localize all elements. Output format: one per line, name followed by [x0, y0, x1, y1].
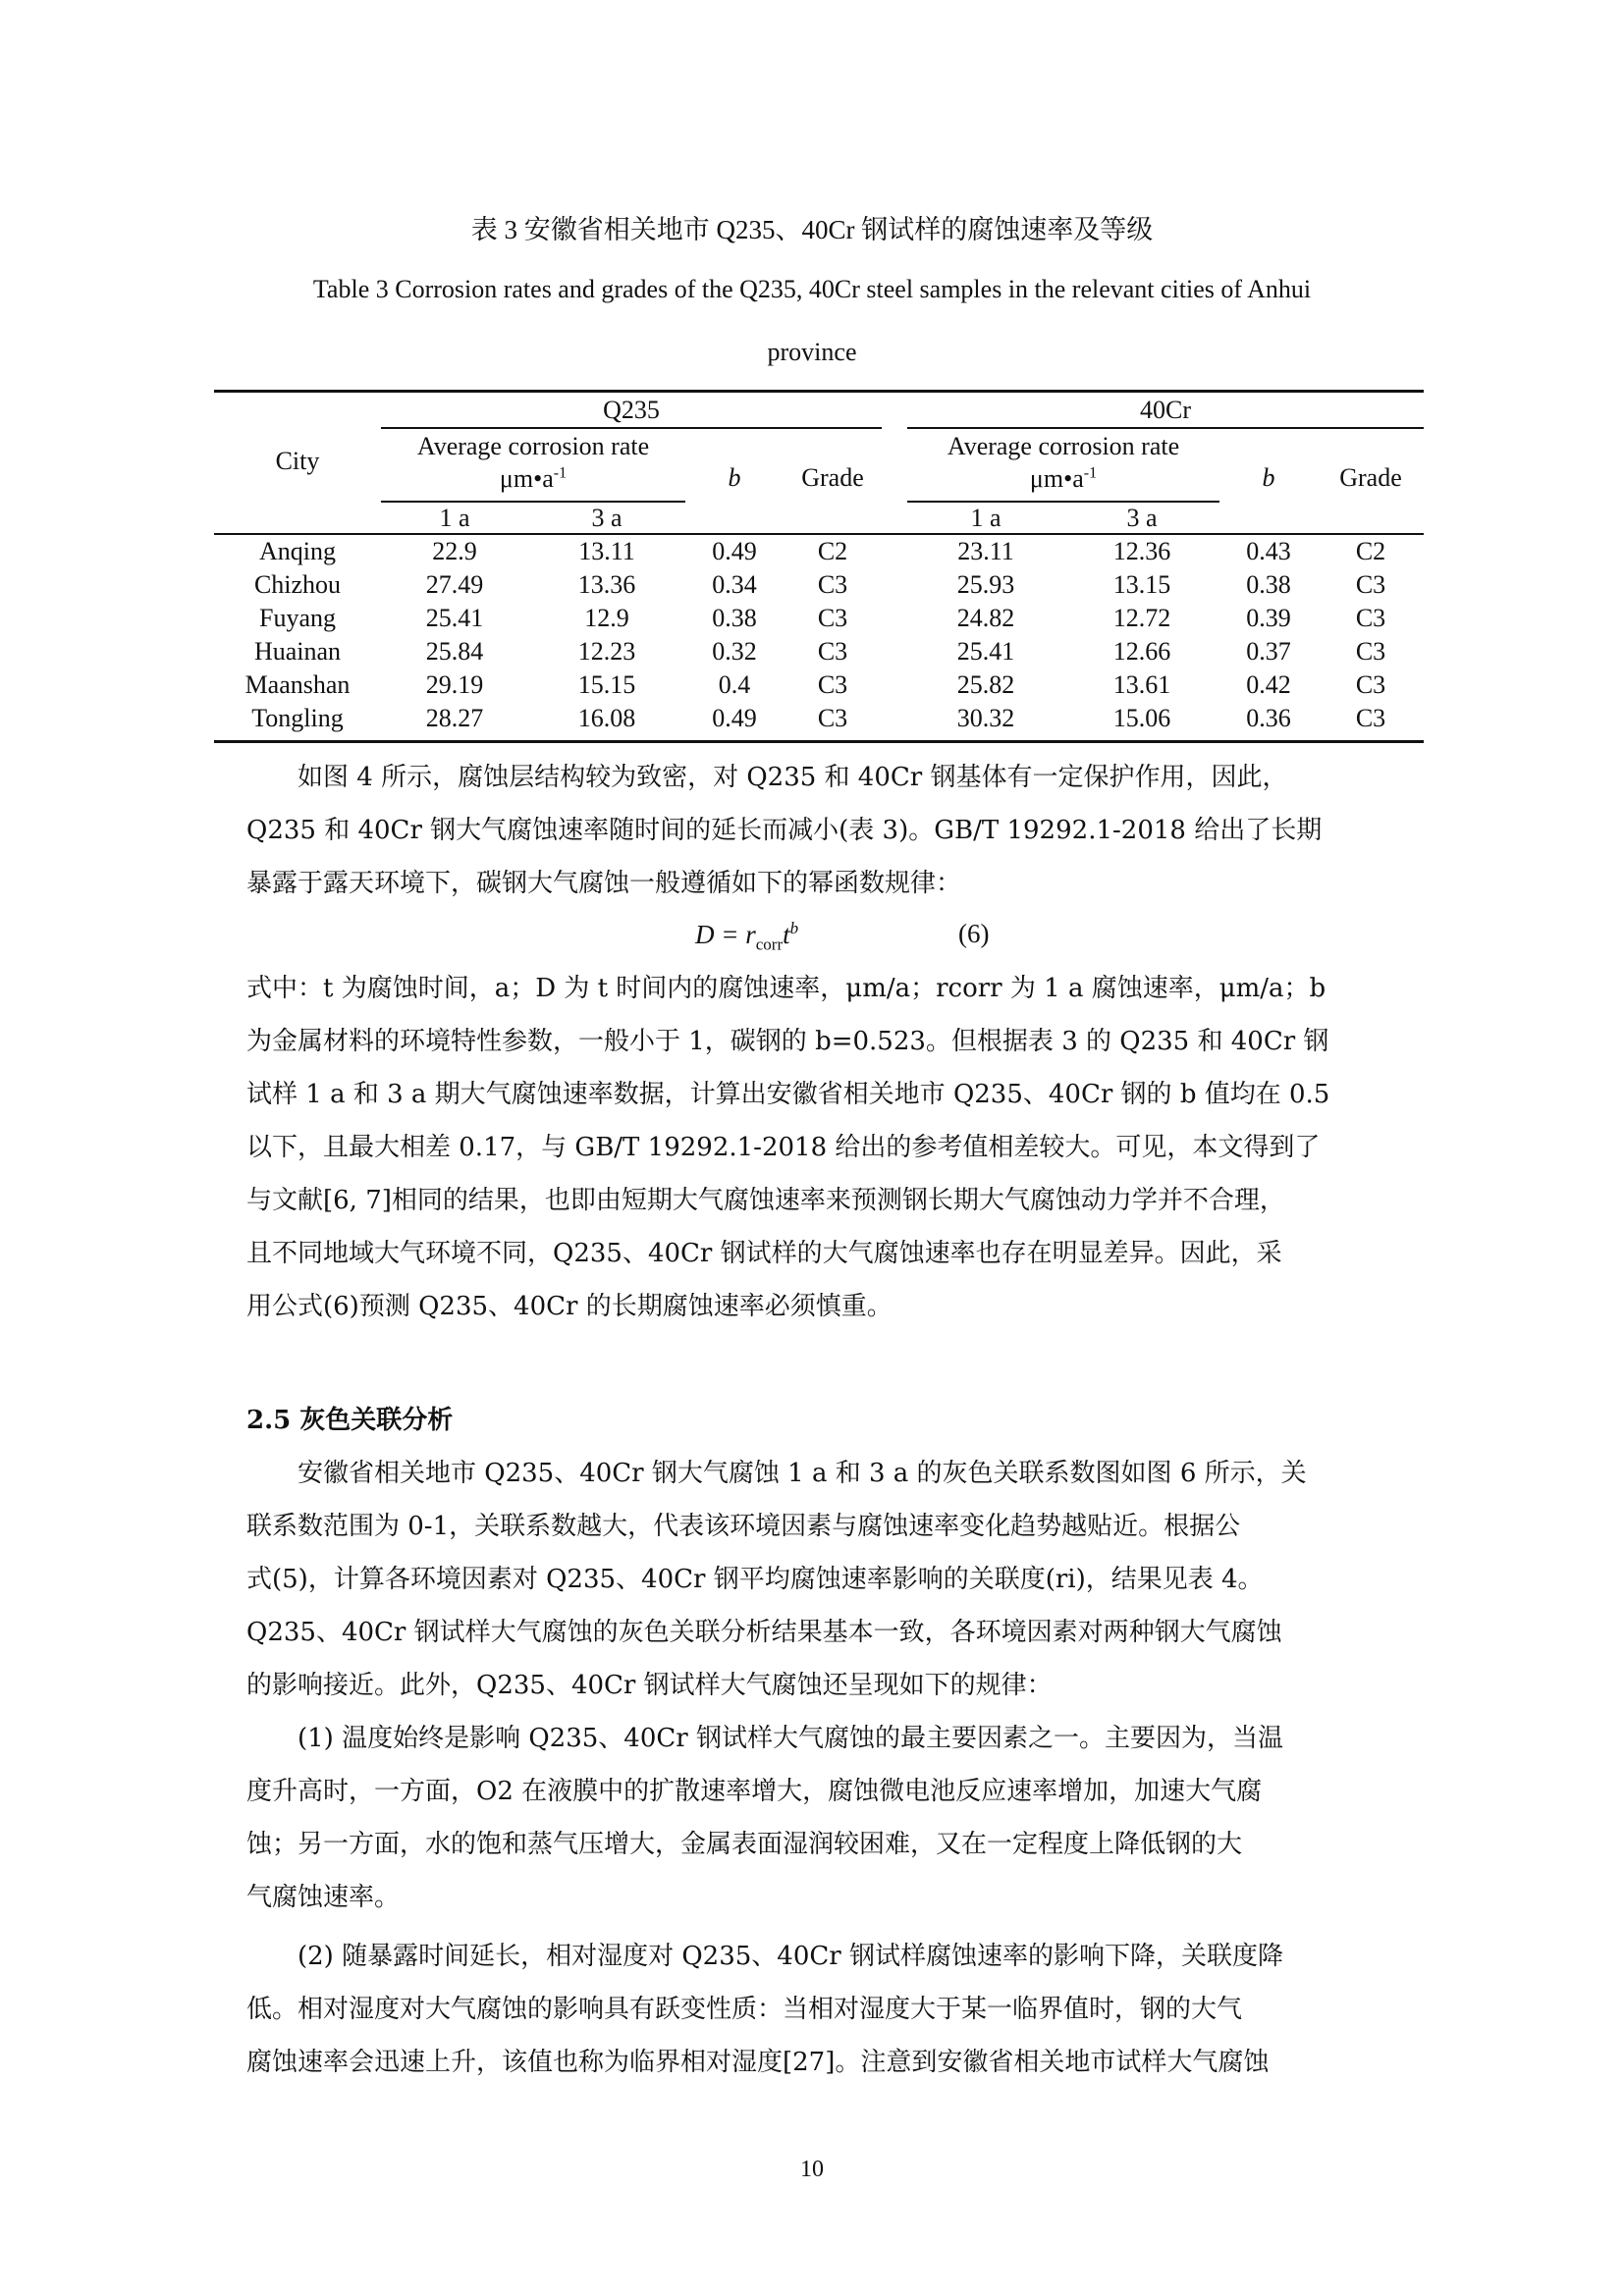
row-city: Huainan	[253, 637, 342, 666]
row-q235-3a: 13.36	[577, 570, 636, 599]
header-q235-unit-text: μm•a	[499, 464, 554, 493]
header-bottom-rule	[214, 533, 1424, 535]
row-40cr-grade: C3	[1355, 570, 1386, 599]
header-group-40cr: 40Cr	[1140, 396, 1191, 424]
row-q235-b: 0.49	[712, 537, 757, 565]
table-top-rule	[214, 390, 1424, 393]
text-line: 低。相对湿度对大气腐蚀的影响具有跃变性质：当相对湿度大于某一临界值时，钢的大气	[246, 1995, 1243, 2024]
row-q235-1a: 28.27	[425, 704, 484, 732]
row-q235-grade: C2	[817, 537, 848, 565]
row-q235-3a: 16.08	[577, 704, 636, 732]
equation-exponent: b	[789, 919, 799, 937]
text-line: 腐蚀速率会迅速上升，该值也称为临界相对湿度[27]。注意到安徽省相关地市试样大气腐蚀	[246, 2048, 1270, 2077]
row-city: Tongling	[251, 704, 344, 732]
text-line: 度升高时，一方面，O2 在液膜中的扩散速率增大，腐蚀微电池反应速率增加，加速大气腐	[246, 1777, 1263, 1806]
table-caption-zh: 表 3 安徽省相关地市 Q235、40Cr 钢试样的腐蚀速率及等级	[470, 215, 1154, 244]
row-q235-1a: 27.49	[425, 570, 484, 599]
table-caption-en-line2: province	[767, 338, 857, 366]
text-line: 蚀；另一方面，水的饱和蒸气压增大，金属表面湿润较困难，又在一定程度上降低钢的大	[246, 1830, 1243, 1859]
row-q235-b: 0.34	[712, 570, 757, 599]
row-40cr-1a: 23.11	[957, 537, 1014, 565]
row-q235-b: 0.32	[712, 637, 757, 666]
body-paragraph	[246, 1930, 1393, 2089]
row-40cr-grade: C3	[1355, 670, 1386, 699]
row-40cr-1a: 25.82	[956, 670, 1015, 699]
row-40cr-b: 0.43	[1246, 537, 1291, 565]
row-40cr-grade: C3	[1355, 637, 1386, 666]
header-40cr-grade: Grade	[1339, 463, 1402, 492]
body-paragraph	[246, 1447, 1393, 1712]
row-q235-1a: 25.41	[425, 604, 484, 632]
header-40cr-unit	[907, 464, 1219, 494]
body-paragraph	[246, 962, 1393, 1333]
row-q235-1a: 29.19	[425, 670, 484, 699]
row-40cr-3a: 13.15	[1112, 570, 1171, 599]
equation-variable: t	[783, 920, 790, 949]
text-line: 气腐蚀速率。	[246, 1883, 401, 1912]
body-paragraph	[246, 1712, 1393, 1924]
equation-lhs: D = r	[695, 920, 756, 949]
header-city: City	[275, 447, 320, 475]
text-line: 与文献[6, 7]相同的结果，也即由短期大气腐蚀速率来预测钢长期大气腐蚀动力学并不合理，	[246, 1186, 1285, 1215]
row-40cr-b: 0.38	[1246, 570, 1291, 599]
row-q235-grade: C3	[817, 670, 848, 699]
header-40cr-unit-text: μm•a	[1029, 464, 1084, 493]
text-line: 的影响接近。此外，Q235、40Cr 钢试样大气腐蚀还呈现如下的规律：	[246, 1671, 1053, 1700]
header-q235-unit-exp: -1	[553, 464, 568, 482]
header-q235-grade: Grade	[801, 463, 864, 492]
text-line: 暴露于露天环境下，碳钢大气腐蚀一般遵循如下的幂函数规律：	[246, 869, 962, 898]
row-q235-b: 0.4	[718, 670, 751, 699]
equation-6	[0, 909, 1624, 958]
row-40cr-1a: 25.41	[956, 637, 1015, 666]
40cr-group-rule	[907, 427, 1424, 429]
row-40cr-3a: 15.06	[1112, 704, 1171, 732]
row-q235-3a: 15.15	[577, 670, 636, 699]
header-q235-1a: 1 a	[439, 504, 470, 532]
header-q235-unit	[381, 464, 685, 494]
header-q235-3a: 3 a	[591, 504, 623, 532]
row-city: Chizhou	[253, 570, 342, 599]
equation-formula	[695, 919, 798, 954]
table-bottom-rule	[214, 740, 1424, 743]
text-line: 联系数范围为 0-1，关联系数越大，代表该环境因素与腐蚀速率变化趋势越贴近。根据公	[246, 1512, 1241, 1541]
section-heading: 2.5 灰色关联分析	[246, 1406, 454, 1435]
row-q235-b: 0.38	[712, 604, 757, 632]
header-40cr-unit-exp: -1	[1083, 464, 1098, 482]
text-line: 安徽省相关地市 Q235、40Cr 钢大气腐蚀 1 a 和 3 a 的灰色关联系数图如图 6 所示，关	[298, 1459, 1307, 1488]
header-40cr-1a: 1 a	[970, 504, 1001, 532]
row-city: Maanshan	[244, 670, 351, 699]
text-line: 用公式(6)预测 Q235、40Cr 的长期腐蚀速率必须慎重。	[246, 1292, 893, 1321]
header-40cr-3a: 3 a	[1126, 504, 1158, 532]
text-line: 试样 1 a 和 3 a 期大气腐蚀速率数据，计算出安徽省相关地市 Q235、40Cr 钢的 b 值均在 0.5	[246, 1080, 1330, 1109]
header-group-q235: Q235	[603, 396, 660, 424]
row-q235-grade: C3	[817, 704, 848, 732]
equation-subscript: corr	[755, 934, 784, 954]
row-40cr-grade: C3	[1355, 704, 1386, 732]
body-paragraph	[246, 751, 1393, 910]
q235-rate-rule	[381, 501, 685, 503]
row-40cr-b: 0.37	[1246, 637, 1291, 666]
text-line: (1) 温度始终是影响 Q235、40Cr 钢试样大气腐蚀的最主要因素之一。主要因为，当温	[298, 1724, 1283, 1753]
row-q235-3a: 12.9	[584, 604, 629, 632]
q235-group-rule	[381, 427, 882, 429]
text-line: Q235、40Cr 钢试样大气腐蚀的灰色关联分析结果基本一致，各环境因素对两种钢大气腐蚀	[246, 1618, 1282, 1647]
row-40cr-b: 0.42	[1246, 670, 1291, 699]
row-city: Fuyang	[259, 604, 336, 632]
row-city: Anqing	[259, 537, 336, 565]
row-q235-b: 0.49	[712, 704, 757, 732]
row-40cr-grade: C2	[1355, 537, 1386, 565]
row-q235-1a: 22.9	[432, 537, 477, 565]
row-40cr-grade: C3	[1355, 604, 1386, 632]
header-40cr-b: b	[1262, 463, 1275, 492]
row-q235-3a: 13.11	[578, 537, 635, 565]
text-line: 以下，且最大相差 0.17，与 GB/T 19292.1-2018 给出的参考值相差较大。可见，本文得到了	[246, 1133, 1321, 1162]
text-line: 如图 4 所示，腐蚀层结构较为致密，对 Q235 和 40Cr 钢基体有一定保护作用，因此，	[298, 763, 1288, 792]
row-q235-3a: 12.23	[577, 637, 636, 666]
row-40cr-b: 0.39	[1246, 604, 1291, 632]
text-line: (2) 随暴露时间延长，相对湿度对 Q235、40Cr 钢试样腐蚀速率的影响下降，关联度降	[298, 1942, 1283, 1971]
row-40cr-1a: 30.32	[956, 704, 1015, 732]
table-caption-en-line1: Table 3 Corrosion rates and grades of the Q235, 40Cr steel samples in the relevant cities of Anhui	[312, 275, 1312, 303]
row-q235-grade: C3	[817, 637, 848, 666]
header-40cr-avg-rate: Average corrosion rate	[947, 432, 1180, 460]
text-line: 为金属材料的环境特性参数，一般小于 1，碳钢的 b=0.523。但根据表 3 的 Q235 和 40Cr 钢	[246, 1027, 1329, 1056]
40cr-rate-rule	[907, 501, 1219, 503]
text-line: 式(5)，计算各环境因素对 Q235、40Cr 钢平均腐蚀速率影响的关联度(ri)，结果见表 4。	[246, 1565, 1264, 1594]
row-40cr-b: 0.36	[1246, 704, 1291, 732]
text-line: 式中：t 为腐蚀时间，a；D 为 t 时间内的腐蚀速率，μm/a；rcorr 为 1 a 腐蚀速率，μm/a；b	[246, 974, 1326, 1003]
corrosion-rate-table	[214, 390, 1424, 743]
row-40cr-3a: 13.61	[1112, 670, 1171, 699]
row-40cr-3a: 12.36	[1112, 537, 1171, 565]
header-q235-avg-rate: Average corrosion rate	[416, 432, 650, 460]
row-40cr-1a: 25.93	[956, 570, 1015, 599]
row-q235-grade: C3	[817, 604, 848, 632]
row-40cr-3a: 12.72	[1112, 604, 1171, 632]
page-number: 10	[800, 2157, 824, 2182]
text-line: Q235 和 40Cr 钢大气腐蚀速率随时间的延长而减小(表 3)。GB/T 19292.1-2018 给出了长期	[246, 816, 1323, 845]
row-q235-1a: 25.84	[425, 637, 484, 666]
row-40cr-3a: 12.66	[1112, 637, 1171, 666]
text-line: 且不同地域大气环境不同，Q235、40Cr 钢试样的大气腐蚀速率也存在明显差异。因此，采	[246, 1239, 1282, 1268]
row-40cr-1a: 24.82	[956, 604, 1015, 632]
header-q235-b: b	[728, 463, 741, 492]
equation-number: (6)	[958, 919, 990, 948]
row-q235-grade: C3	[817, 570, 848, 599]
